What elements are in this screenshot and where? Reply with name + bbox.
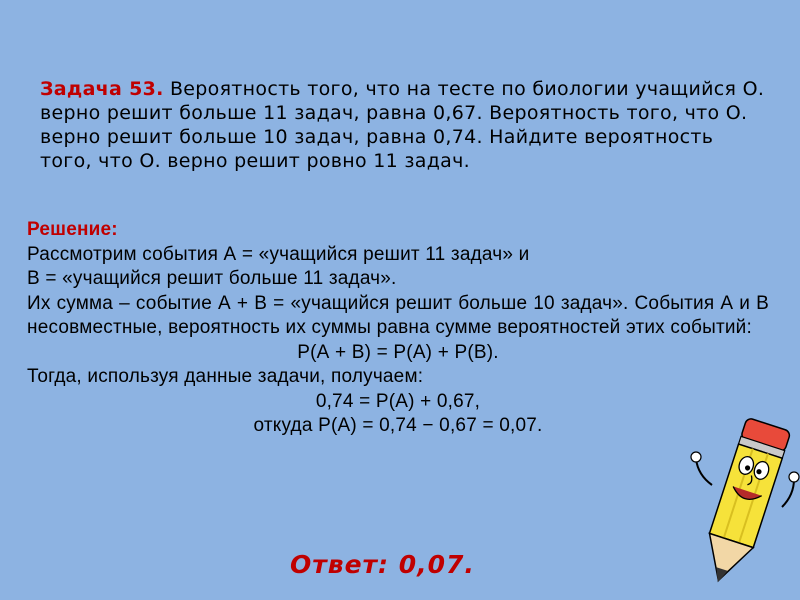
solution-line-3: Тогда, используя данные задачи, получаем: bbox=[27, 366, 424, 387]
formula-substitution: 0,74 = Р(А) + 0,67, bbox=[315, 390, 481, 412]
solution-paragraph: Их сумма – событие А + В = «учащийся решит больше 10 задач». События А и В несовместные, вероятность их суммы равна сумме вероятностей этих событий: bbox=[27, 292, 769, 338]
solution-line-2: В = «учащийся решит больше 11 задач». bbox=[27, 268, 397, 289]
solution-block bbox=[27, 218, 769, 439]
solution-label: Решение: bbox=[27, 219, 118, 240]
solution-line-1: Рассмотрим события А = «учащийся решит 11 задач» и bbox=[27, 243, 530, 265]
task-statement bbox=[40, 77, 770, 173]
answer-text: Ответ: 0,07. bbox=[290, 550, 475, 579]
task-text: Вероятность того, что на тесте по биологии учащийся О. верно решит больше 11 задач, равна 0,67. Вероятность того, что О. верно решит больше 10 задач, равна 0,74. Найдите вероятность того, что О. верно решит ровно 11 задач. bbox=[40, 78, 765, 172]
task-label: Задача 53. bbox=[40, 78, 164, 100]
pencil-character-icon bbox=[690, 415, 800, 600]
formula-sum: Р(А + В) = Р(А) + Р(В). bbox=[297, 341, 499, 363]
formula-result: откуда Р(А) = 0,74 − 0,67 = 0,07. bbox=[253, 415, 543, 436]
